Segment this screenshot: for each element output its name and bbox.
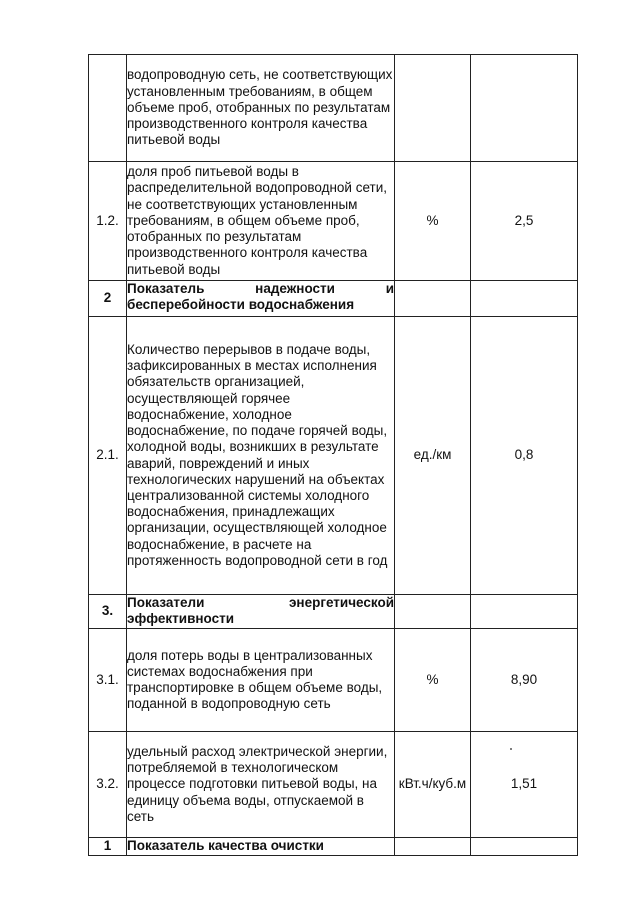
unit-cell <box>395 281 471 317</box>
unit-cell <box>395 595 471 629</box>
indicators-table <box>88 54 578 856</box>
value-cell: 2,5 <box>471 162 578 281</box>
section-number: 3. <box>89 595 127 629</box>
value-cell: 0,8 <box>471 317 578 595</box>
indicator-text: доля проб питьевой воды в распределительной водопроводной сети, не соответствующих установленным требованиям, в общем объеме проб, отобранных по результатам производственного контроля качества питьевой воды <box>127 162 395 281</box>
value-cell <box>471 838 578 856</box>
row-number: 3.2. <box>89 732 127 838</box>
value-cell: 1,51 <box>471 732 578 838</box>
row-number: 2.1. <box>89 317 127 595</box>
section-header-row <box>89 595 578 629</box>
value-cell <box>471 55 578 162</box>
table-row <box>89 55 578 162</box>
value-cell: 8,90 <box>471 629 578 732</box>
indicator-text: доля потерь воды в централизованных системах водоснабжения при транспортировке в общем объеме воды, поданной в водопроводную сеть <box>127 629 395 732</box>
section-title: Показатели энергетической эффективности <box>127 595 395 629</box>
section-number: 1 <box>89 838 127 856</box>
unit-cell: ед./км <box>395 317 471 595</box>
table-row <box>89 629 578 732</box>
indicator-text: удельный расход электрической энергии, потребляемой в технологическом процессе подготовки питьевой воды, на единицу объема воды, отпускаемой в сеть <box>127 732 395 838</box>
section-title: Показатель качества очистки <box>127 838 395 856</box>
unit-cell: % <box>395 162 471 281</box>
table-row <box>89 317 578 595</box>
section-header-row <box>89 838 578 856</box>
unit-cell: % <box>395 629 471 732</box>
table-row <box>89 162 578 281</box>
value-cell <box>471 281 578 317</box>
row-number: 1.2. <box>89 162 127 281</box>
section-title: Показатель надежности и бесперебойности водоснабжения <box>127 281 395 317</box>
section-number: 2 <box>89 281 127 317</box>
row-number <box>89 55 127 162</box>
row-number: 3.1. <box>89 629 127 732</box>
indicator-text: водопроводную сеть, не соответствующих установленным требованиям, в общем объеме проб, отобранных по результатам производственного контроля качества питьевой воды <box>127 55 395 162</box>
value-cell <box>471 595 578 629</box>
unit-cell <box>395 838 471 856</box>
section-header-row <box>89 281 578 317</box>
table-row <box>89 732 578 838</box>
scan-speck <box>510 748 512 750</box>
unit-cell <box>395 55 471 162</box>
indicator-text: Количество перерывов в подаче воды, зафиксированных в местах исполнения обязательств организацией, осуществляющей горячее водоснабжение, холодное водоснабжение, по подаче горячей воды, холодной воды, возникших в результате аварий, повреждений и иных технологических нарушений на объектах централизованной системы холодного водоснабжения, принадлежащих организации, осуществляющей холодное водоснабжение, в расчете на протяженность водопроводной сети в год <box>127 317 395 595</box>
unit-cell: кВт.ч/куб.м <box>395 732 471 838</box>
